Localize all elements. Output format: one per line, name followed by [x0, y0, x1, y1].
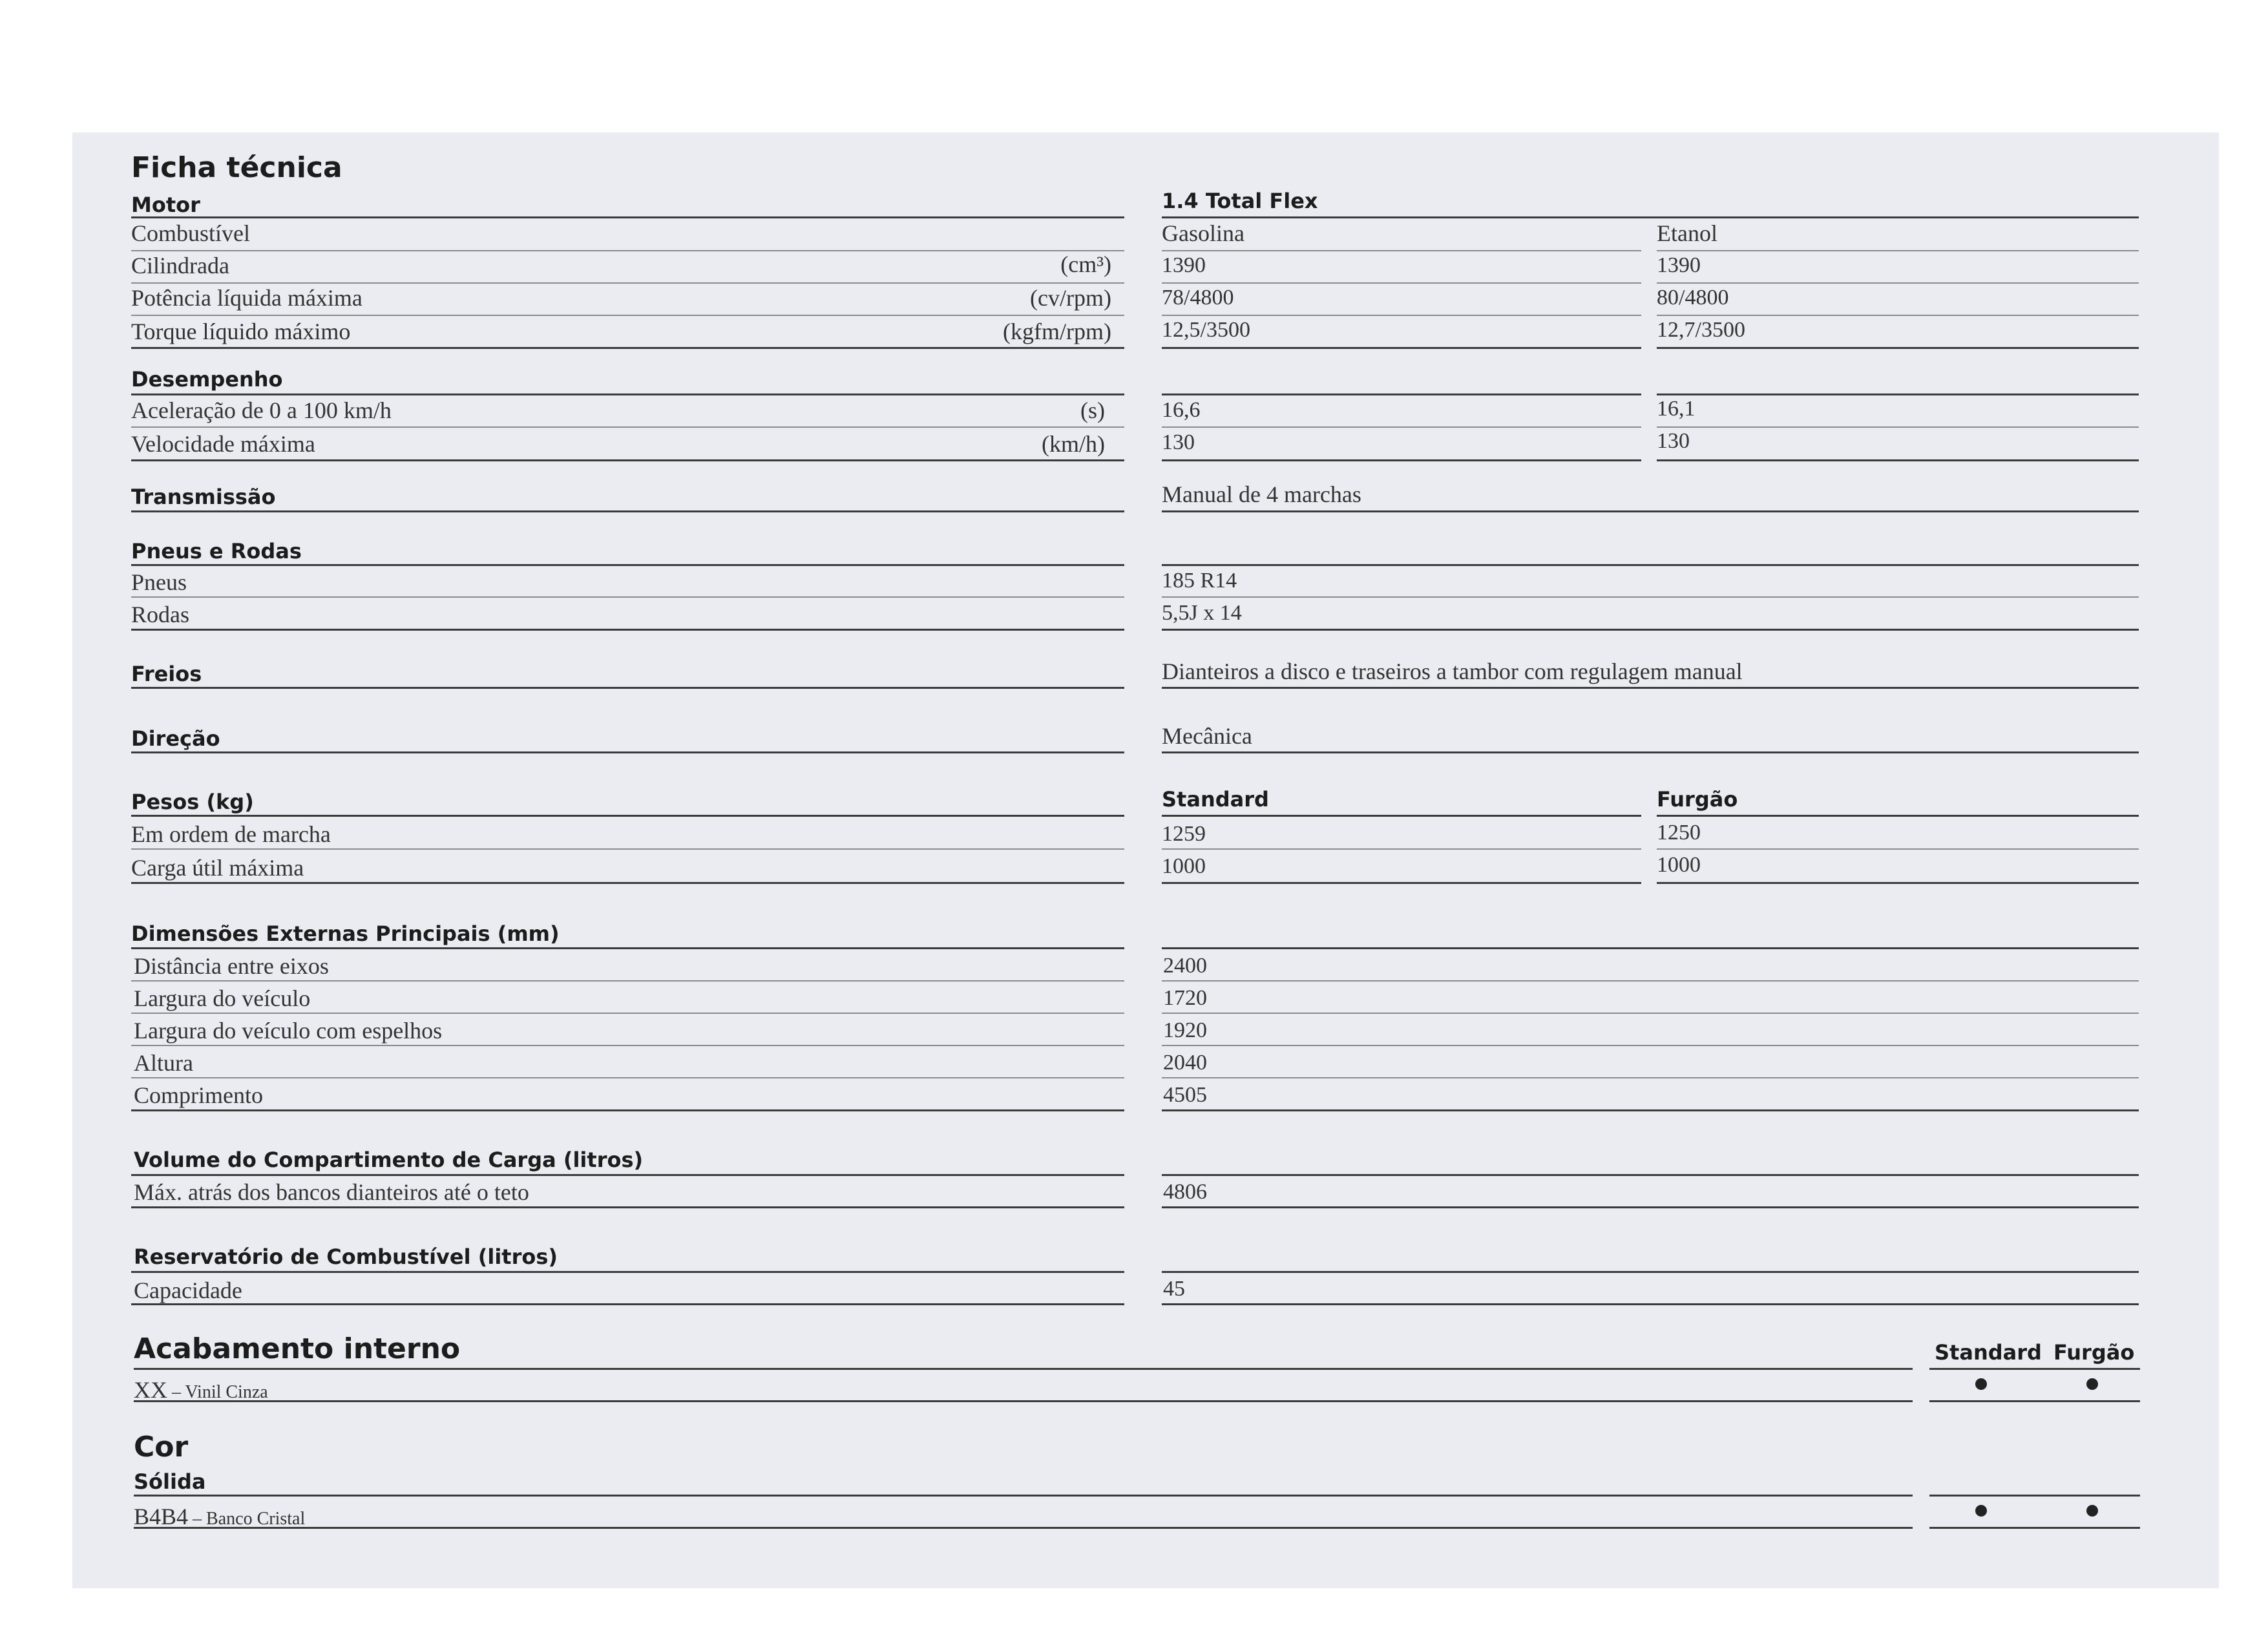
row-label-fuel: Combustível	[131, 220, 251, 246]
unit-potencia: (cv/rpm)	[1030, 285, 1111, 311]
section-heading-motor: Motor	[131, 193, 200, 217]
value-potencia-etanol: 80/4800	[1657, 286, 1729, 310]
unit-cilindrada: (cm³)	[1060, 251, 1111, 277]
value-direcao: Mecânica	[1162, 723, 1252, 749]
value-carga-util-furgao: 1000	[1657, 853, 1701, 877]
value-entre-eixos: 2400	[1163, 954, 1207, 978]
spec-sheet-panel	[72, 132, 2219, 1588]
cor-name: Banco Cristal	[206, 1509, 306, 1529]
value-capacidade: 45	[1163, 1277, 1185, 1301]
value-transmissao: Manual de 4 marchas	[1162, 481, 1361, 507]
value-torque-etanol: 12,7/3500	[1657, 318, 1745, 342]
column-header-furgao: Furgão	[1657, 787, 1738, 812]
value-ordem-marcha-furgao: 1250	[1657, 821, 1701, 845]
acabamento-name: Vinil Cinza	[185, 1382, 268, 1402]
value-freios: Dianteiros a disco e traseiros a tambor com regulagem manual	[1162, 658, 1743, 684]
acabamento-separator: –	[167, 1382, 185, 1402]
section-heading-acabamento: Acabamento interno	[134, 1332, 461, 1365]
cor-standard-dot	[1975, 1505, 1987, 1517]
row-label-aceleracao: Aceleração de 0 a 100 km/h	[131, 397, 392, 423]
section-heading-reservatorio: Reservatório de Combustível (litros)	[134, 1245, 558, 1269]
row-label-entre-eixos: Distância entre eixos	[134, 953, 329, 979]
value-largura-espelhos: 1920	[1163, 1018, 1207, 1042]
row-label-largura-espelhos: Largura do veículo com espelhos	[134, 1018, 443, 1044]
row-label-altura: Altura	[134, 1050, 193, 1076]
section-subheading-solida: Sólida	[134, 1469, 206, 1494]
value-velocidade-gasolina: 130	[1162, 430, 1195, 454]
acabamento-furgao-dot	[2086, 1378, 2098, 1390]
acabamento-code: XX	[134, 1377, 167, 1403]
section-heading-pesos: Pesos (kg)	[131, 790, 254, 814]
row-label-ordem-marcha: Em ordem de marcha	[131, 821, 331, 847]
value-largura: 1720	[1163, 986, 1207, 1010]
row-label-comprimento: Comprimento	[134, 1082, 263, 1108]
fuel-gasolina: Gasolina	[1162, 220, 1244, 246]
row-label-torque: Torque líquido máximo	[131, 319, 351, 344]
row-label-potencia: Potência líquida máxima	[131, 285, 362, 311]
section-heading-desempenho: Desempenho	[131, 367, 283, 392]
row-label-pneus: Pneus	[131, 569, 187, 595]
value-torque-gasolina: 12,5/3500	[1162, 318, 1250, 342]
section-heading-direcao: Direção	[131, 726, 220, 751]
row-label-volume-max: Máx. atrás dos bancos dianteiros até o teto	[134, 1179, 529, 1205]
row-label-carga-util: Carga útil máxima	[131, 855, 304, 881]
value-altura: 2040	[1163, 1051, 1207, 1075]
value-aceleracao-gasolina: 16,6	[1162, 398, 1201, 422]
cor-separator: –	[188, 1509, 207, 1529]
value-carga-util-standard: 1000	[1162, 854, 1206, 878]
section-heading-transmissao: Transmissão	[131, 485, 276, 509]
fuel-etanol: Etanol	[1657, 220, 1717, 246]
value-volume-max: 4806	[1163, 1180, 1207, 1204]
column-header-standard: Standard	[1162, 787, 1269, 812]
unit-torque: (kgfm/rpm)	[1003, 319, 1111, 344]
acabamento-column-standard: Standard	[1935, 1340, 2042, 1365]
cor-furgao-dot	[2086, 1505, 2098, 1517]
value-comprimento: 4505	[1163, 1083, 1207, 1107]
value-rodas: 5,5J x 14	[1162, 601, 1242, 625]
value-ordem-marcha-standard: 1259	[1162, 822, 1206, 846]
value-potencia-gasolina: 78/4800	[1162, 286, 1234, 310]
section-heading-freios: Freios	[131, 662, 202, 686]
section-heading-pneus-rodas: Pneus e Rodas	[131, 539, 302, 563]
acabamento-standard-dot	[1975, 1378, 1987, 1390]
cor-item-b4b4	[134, 1503, 305, 1530]
row-label-rodas: Rodas	[131, 602, 189, 627]
value-pneus: 185 R14	[1162, 569, 1237, 593]
unit-aceleracao: (s)	[1080, 397, 1105, 423]
value-velocidade-etanol: 130	[1657, 429, 1690, 453]
unit-velocidade: (km/h)	[1042, 431, 1105, 457]
acabamento-column-furgao: Furgão	[2053, 1340, 2135, 1365]
engine-model: 1.4 Total Flex	[1162, 189, 1318, 213]
row-label-capacidade: Capacidade	[134, 1277, 242, 1303]
page-title: Ficha técnica	[131, 151, 342, 184]
section-heading-cor: Cor	[134, 1431, 189, 1464]
section-heading-volume: Volume do Compartimento de Carga (litros)	[134, 1148, 644, 1172]
row-label-cilindrada: Cilindrada	[131, 253, 229, 278]
value-cilindrada-etanol: 1390	[1657, 253, 1701, 277]
row-label-velocidade: Velocidade máxima	[131, 431, 315, 457]
cor-code: B4B4	[134, 1504, 189, 1529]
value-cilindrada-gasolina: 1390	[1162, 253, 1206, 277]
section-heading-dimensoes: Dimensões Externas Principais (mm)	[131, 921, 560, 946]
row-label-largura: Largura do veículo	[134, 985, 311, 1011]
acabamento-item-xx	[134, 1376, 268, 1403]
value-aceleracao-etanol: 16,1	[1657, 397, 1696, 421]
